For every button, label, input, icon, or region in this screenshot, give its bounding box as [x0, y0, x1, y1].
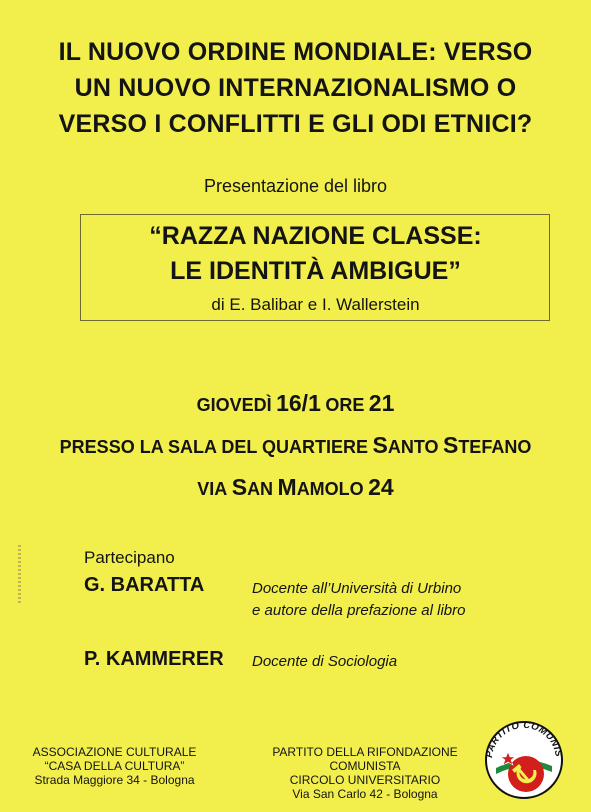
event-via-m: M	[277, 474, 297, 500]
event-via: VIA	[197, 479, 228, 499]
party-logo	[478, 708, 570, 800]
headline	[0, 34, 591, 142]
event-ore: ORE	[325, 395, 365, 415]
event-address-line	[0, 468, 591, 510]
organizer-middle-line-2: CIRCOLO UNIVERSITARIO	[289, 773, 441, 787]
event-place-tefano: TEFANO	[458, 437, 532, 457]
speaker-name: G. BARATTA	[84, 574, 205, 596]
event-via-s: S	[231, 474, 248, 500]
event-via-amolo: AMOLO	[296, 479, 364, 499]
speaker-description-line-1: Docente all’Università di Urbino	[252, 580, 462, 597]
organizer-left	[32, 745, 222, 787]
hammer-sickle-star-icon	[478, 708, 570, 800]
event-via-an: AN	[247, 479, 274, 499]
event-place-s2: S	[442, 432, 459, 458]
organizer-middle-line-3: Via San Carlo 42 - Bologna	[292, 787, 438, 801]
speaker-description	[252, 578, 465, 622]
event-day: GIOVEDÌ	[196, 395, 272, 415]
organizer-left-line-1: ASSOCIAZIONE CULTURALE	[32, 745, 197, 759]
speaker-description	[252, 651, 397, 673]
organizer-left-line-2: “CASA DELLA CULTURA”	[44, 759, 185, 773]
event-place-anto: ANTO	[387, 437, 439, 457]
side-printer-mark	[18, 545, 21, 605]
event-place-prefix: PRESSO LA SALA DEL QUARTIERE	[59, 437, 369, 457]
event-time: 21	[368, 390, 395, 416]
event-date: 16/1	[276, 390, 321, 416]
organizer-left-line-3: Strada Maggiore 34 - Bologna	[34, 773, 195, 787]
speaker-description-line-2: e autore della prefazione al libro	[252, 602, 466, 619]
event-place-s: S	[372, 432, 388, 458]
participants-label: Partecipano	[84, 548, 175, 567]
event-date-line	[0, 384, 591, 426]
logo-text: PARTITO COMUNIS	[484, 719, 564, 759]
headline-line-3: VERSO I CONFLITTI E GLI ODI ETNICI?	[58, 110, 533, 138]
event-place-line	[0, 426, 591, 468]
organizer-middle	[240, 745, 490, 801]
book-authors: di E. Balibar e I. Wallerstein	[211, 295, 420, 314]
headline-line-2: UN NUOVO INTERNAZIONALISMO O	[74, 74, 517, 102]
event-details	[0, 384, 591, 510]
speaker-description-line-1: Docente di Sociologia	[252, 653, 398, 670]
organizer-middle-line-1: PARTITO DELLA RIFONDAZIONE COMUNISTA	[272, 745, 458, 773]
event-via-num: 24	[368, 474, 394, 500]
book-title-line-2: LE IDENTITÀ AMBIGUE”	[170, 257, 461, 285]
book-title	[0, 219, 591, 289]
speaker-name: P. KAMMERER	[84, 648, 224, 670]
presentation-label: Presentazione del libro	[203, 176, 388, 196]
book-title-line-1: “RAZZA NAZIONE CLASSE:	[149, 222, 482, 250]
headline-line-1: IL NUOVO ORDINE MONDIALE: VERSO	[58, 38, 533, 66]
